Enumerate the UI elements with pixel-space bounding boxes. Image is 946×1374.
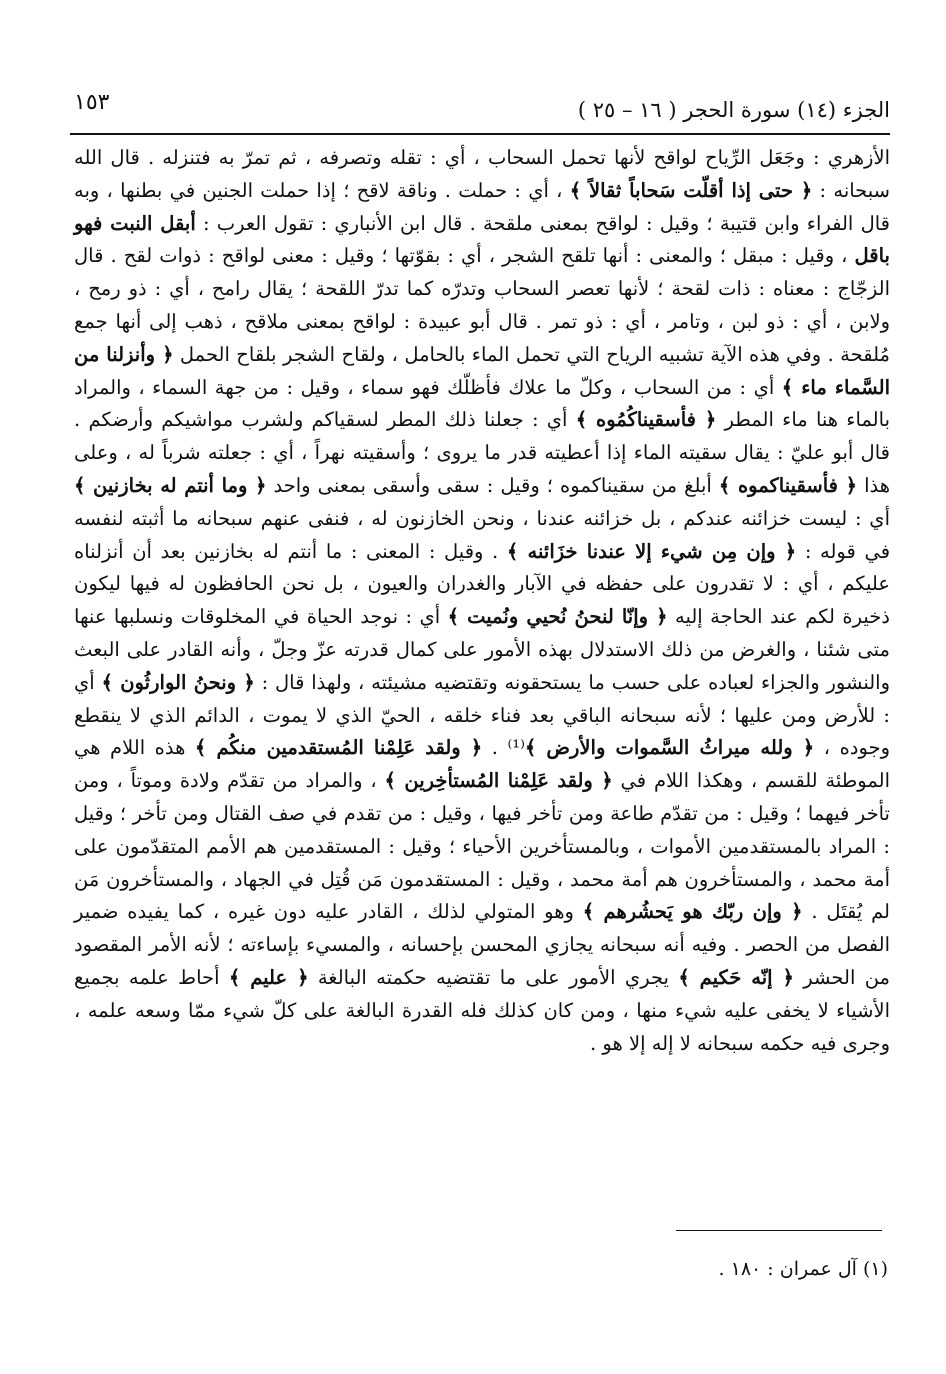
text-segment: أحاط علمه بجميع الأشياء لا يخفى عليه شيء منها ، ومن كان كذلك فله القدرة البالغة على كلّ شيء ممّا وسعه علمه ، وجرى فيه حكمه سبحانه لا إله إلا هو . — [74, 965, 890, 1055]
text-segment: أبلغ من سقيناكموه ؛ وقيل : سقى وأسقى بمعنى واحد — [266, 473, 719, 497]
text-segment: . وقيل : المعنى : ما أنتم له بخازنين بعد أن أنزلناه عليكم ، أي : لا تقدرون على حفظه في الآبار والغدران والعيون ، بل نحن الحافظون له فيها ليكون ذخيرة لكم عند الحاجة إليه — [74, 539, 890, 629]
quran-verse: ﴿ ولقد عَلِمْنا المُستقدمين منكُم ﴾ — [194, 736, 483, 760]
header-title: الجزء (١٤) سورة الحجر ( ١٦ – ٢٥ ) — [577, 98, 890, 122]
emphasized-phrase: أبقل النبت فهو باقل — [74, 211, 890, 268]
text-segment: أي : ليست خزائنه عندكم ، بل خزائنه عندنا ، ونحن الخازنون له ، فنفى عنهم سبحانه ما أثبته لنفسه في قوله : — [74, 506, 891, 563]
quran-verse: ﴿ حتى إذا أقلّت سَحاباً ثقالاً ﴾ — [569, 178, 813, 202]
text-segment: يجري الأمور على ما تقتضيه حكمته البالغة — [308, 965, 679, 989]
text-segment: أي : جعلنا ذلك المطر لسقياكم ولشرب مواشيكم وأرضكم . قال أبو عليّ : يقال سقيته الماء إذا أعطيته قدر ما يروى ؛ وأسقيته نهراً ، أي : جعلته شرباً له ، وعلى هذا — [74, 408, 891, 497]
quran-verse: ﴿ وإنّا لنحنُ نُحيي ونُميت ﴾ — [447, 605, 668, 629]
quran-verse: ﴿ عليم ﴾ — [228, 965, 309, 989]
quran-verse: ﴿ وإن مِن شيء إلا عندنا خزَائنه ﴾ — [506, 539, 797, 563]
text-segment: ، وقيل : مبقل ؛ والمعنى : أنها تلقح الشجر ، أي : بقوّتها ؛ وقيل : معنى لواقح : ذوات لقح . قال الزجّاج : معناه : ذات لقحة ؛ لأنها تعصر السحاب وتدرّه كما تدرّ اللقحة ؛ يقال رامح ، أي : ذو رمح ، ولابن ، أي : ذو لبن ، وتامر ، أي : ذو تمر . قال أبو عبيدة : لواقح بمعنى ملاقح ، ذهب إلى أنها جمع مُلقحة . وفي هذه الآية تشبيه الرياح التي تحمل الماء بالحامل ، ولقاح الشجر بلقاح الحمل — [74, 244, 890, 366]
footnote: (١) آل عمران : ١٨٠ . — [718, 1258, 888, 1280]
text-segment: ، أي : حملت . وناقة لاقح ؛ إذا حملت الجنين في بطنها ، وبه قال الفراء وابن قتيبة ؛ وقيل : لواقح بمعنى ملقحة . قال ابن الأنباري : تقول العرب : — [74, 178, 890, 235]
body-paragraph — [74, 142, 890, 1060]
quran-verse: ﴿ فأسقيناكموه ﴾ — [718, 473, 858, 497]
header-rule — [70, 133, 890, 135]
quran-verse: ﴿ وإن ربّك هو يَحشُرهم ﴾ — [582, 900, 803, 924]
footnote-rule — [676, 1230, 882, 1231]
page-number: ١٥٣ — [74, 90, 110, 115]
text-segment: أي : نوجد الحياة في المخلوقات ونسلبها عنها متى شئنا ، والغرض من ذلك الاستدلال بهذه الأمور على كمال قدرته عزّ وجلّ ، وأنه القادر على البعث والنشور والجزاء لعباده على حسب ما يستحقونه وتقتضيه مشيئته ، ولهذا قال : — [74, 605, 891, 694]
quran-verse: ﴿ ونحنُ الوارثُون ﴾ — [101, 670, 255, 694]
quran-verse: ﴿ ولله ميراثُ السَّموات والأرض ﴾ — [524, 736, 815, 760]
text-segment: أي : من السحاب ، وكلّ ما علاك فأظلّك فهو سماء ، وقيل : من جهة السماء ، والمراد بالماء هنا ماء المطر — [74, 375, 890, 432]
quran-verse: ﴿ إنّه حَكيم ﴾ — [678, 965, 794, 989]
running-header — [70, 88, 890, 132]
footnote-marker: ⁽¹⁾ . — [482, 736, 525, 760]
quran-verse: ﴿ ولقد عَلِمْنا المُستأخِرين ﴾ — [384, 769, 613, 793]
quran-verse: ﴿ فأسقيناكُمُوه ﴾ — [575, 408, 717, 432]
text-segment: وهو المتولي لذلك ، القادر عليه دون غيره ، كما يفيده ضمير الفصل من الحصر . وفيه أنه سبحانه يجازي المحسن بإحسانه ، والمسيء بإساءته ؛ لأنه الأمر المقصود من الحشر — [74, 900, 891, 989]
text-segment: الأزهري : وجَعَل الرِّياح لواقح لأنها تحمل السحاب ، أي : تقله وتصرفه ، ثم تمرّ به فتنزله . قال الله سبحانه : — [74, 146, 890, 202]
text-segment: هذه اللام هي الموطئة للقسم ، وهكذا اللام في — [74, 736, 890, 793]
body-text — [74, 142, 890, 1060]
quran-verse: ﴿ وما أنتم له بخازنين ﴾ — [74, 473, 267, 497]
quran-verse: ﴿ وأنزلنا من السَّماء ماء ﴾ — [74, 342, 891, 399]
text-segment: أي : للأرض ومن عليها ؛ لأنه سبحانه الباقي بعد فناء خلقه ، الحيّ الذي لا يموت ، الدائم الذي لا ينقطع وجوده ، — [74, 670, 891, 760]
text-segment: ، والمراد من تقدّم ولادة وموتاً ، ومن تأخر فيهما ؛ وقيل : من تقدّم طاعة ومن تأخر فيها ، وقيل : من تقدم في صف القتال ومن تأخر ؛ وقيل : المراد بالمستقدمين الأموات ، وبالمستأخرين الأحياء ؛ وقيل : المستقدمين هم الأمم المتقدّمون على أمة محمد ، والمستأخرون هم أمة محمد ، وقيل : المستقدمون مَن قُتِل في الجهاد ، والمستأخرون مَن لم يُقتَل . — [74, 769, 890, 924]
